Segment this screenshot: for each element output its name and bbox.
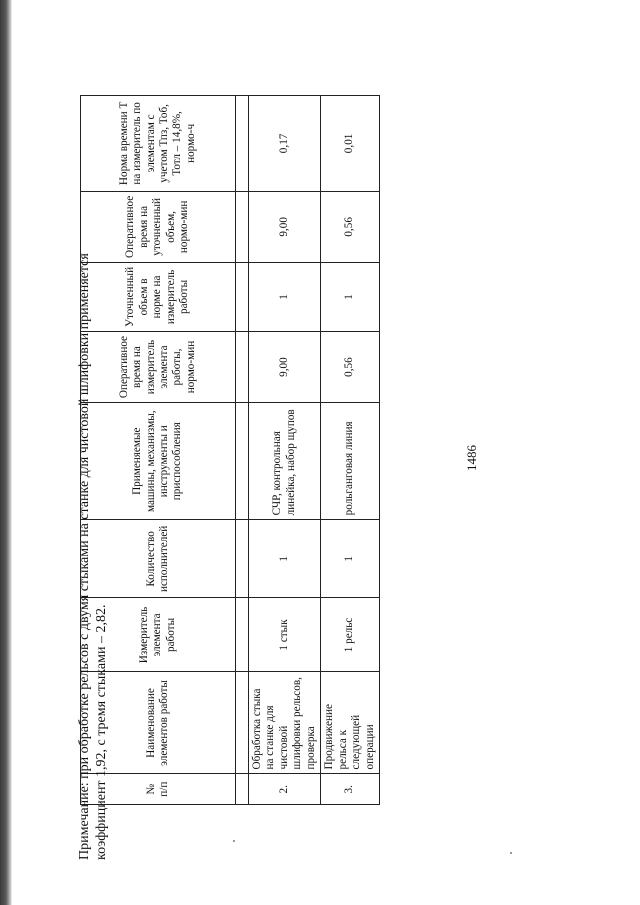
row-op-time: 9,00 xyxy=(249,331,321,402)
header-tools: Применяемые машины, механизмы, инструменты и приспособления xyxy=(81,403,236,520)
header-norm: Норма времени Т на измеритель по элементам с учетом Тпз, Тоб, Тотл – 14,8%, нормо-ч xyxy=(81,96,236,192)
header-name: Наименование элементов работы xyxy=(81,672,236,774)
row-name: Продвижение рельса к следующей операции xyxy=(321,672,380,774)
row-unit: 1 рельс xyxy=(321,598,380,672)
table-spacer-row xyxy=(236,96,249,805)
row-tools: СЧР, контрольная линейка, набор щупов xyxy=(249,403,321,520)
table-row xyxy=(249,96,321,805)
header-op-time: Оперативное время на измеритель элемента работы, нормо-мин xyxy=(81,331,236,402)
row-num: 3. xyxy=(321,774,380,805)
page-number: 1486 xyxy=(464,445,479,471)
footnote xyxy=(76,140,110,860)
row-norm: 0,17 xyxy=(249,96,321,192)
header-num: № п/п xyxy=(81,774,236,805)
header-op-time-vol: Оперативное время на уточненный объем, нормо-мин xyxy=(81,191,236,262)
row-volume: 1 xyxy=(249,262,321,331)
row-name: Обработка стыка на станке для чистовой шлифовки рельсов, проверка xyxy=(249,672,321,774)
norms-table xyxy=(80,95,380,805)
header-workers: Количество исполнителей xyxy=(81,520,236,598)
table-row xyxy=(321,96,380,805)
footnote-line-1: Примечание: при обработке рельсов с двумя стыками на станке для чистовой шлифовки применяется xyxy=(77,253,92,860)
row-op-time: 0,56 xyxy=(321,331,380,402)
header-unit: Измеритель элемента работы xyxy=(81,598,236,672)
row-workers: 1 xyxy=(321,520,380,598)
footnote-line-2: коэффициент 1,92, с тремя стыками – 2,82. xyxy=(94,604,109,860)
row-norm: 0,01 xyxy=(321,96,380,192)
row-num: 2. xyxy=(249,774,321,805)
row-workers: 1 xyxy=(249,520,321,598)
header-volume: Уточненный объем в норме на измеритель работы xyxy=(81,262,236,331)
row-volume: 1 xyxy=(321,262,380,331)
row-op-time-vol: 0,56 xyxy=(321,191,380,262)
row-op-time-vol: 9,00 xyxy=(249,191,321,262)
row-tools: рольганговая линия xyxy=(321,403,380,520)
row-unit: 1 стык xyxy=(249,598,321,672)
